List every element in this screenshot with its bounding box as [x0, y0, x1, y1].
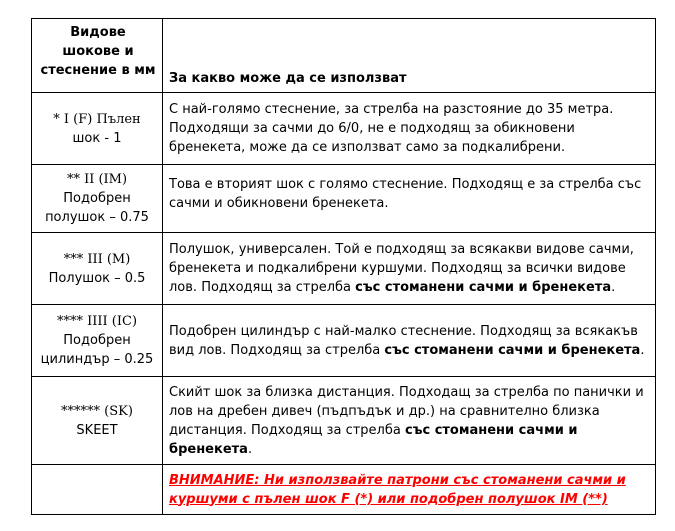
choke-type-cell — [32, 233, 163, 305]
usage-cell — [163, 165, 656, 233]
usage-bold-text: със стоманени сачми и бренекета — [384, 342, 641, 358]
usage-cell — [163, 377, 656, 465]
usage-bold-text: със стоманени сачми и бренекета — [355, 280, 612, 295]
usage-cell — [163, 233, 656, 305]
choke-table — [31, 18, 656, 515]
usage-text: Полушок, универсален. Той е подходящ за всякакви видове сачми, бренекета и подкалибрени куршуми. Подходящ за всички видове лов. Подходящ за стрелба — [169, 242, 634, 295]
choke-code: ** II (IM) — [66, 172, 128, 187]
choke-name: Полушок – 0.5 — [48, 270, 146, 286]
choke-name: шок - 1 — [72, 130, 122, 146]
header-usage: За какво може да се използват — [163, 19, 656, 93]
header-choke-types: Видове шокове и стеснение в мм — [32, 19, 163, 93]
usage-period: . — [611, 280, 616, 295]
choke-code: * I (F) Пълен — [53, 111, 141, 127]
usage-text: Подобрен цилиндър с най-малко стеснение. Подходящ за всякакъв вид лов. Подходящ за стрелба — [169, 323, 638, 358]
table-row — [32, 305, 656, 377]
usage-period: . — [640, 342, 645, 358]
warning-text: ВНИМАНИЕ: Ни използвайте патрони със стоманени сачми и куршуми с пълен шок F (*) или подобрен полушок IM (**) — [163, 465, 656, 515]
choke-code: ****** (SK) — [61, 403, 133, 419]
empty-cell — [32, 465, 163, 515]
usage-cell — [163, 93, 656, 165]
choke-code: **** IIII (IC) — [56, 314, 138, 329]
table-row — [32, 377, 656, 465]
warning-row — [32, 465, 656, 515]
choke-name: Подобрен полушок – 0.75 — [45, 191, 149, 225]
usage-period: . — [247, 441, 253, 457]
choke-name: SKEET — [76, 422, 118, 438]
usage-text: Скийт шок за близка дистанция. Подходащ за стрелба по панички и лов на дребен дивеч (пъдпъдък и др.) на сравнително близка дистанция. Подходящ за стрелба — [169, 384, 644, 438]
table-row — [32, 165, 656, 233]
choke-name: Подобрен цилиндър – 0.25 — [40, 333, 154, 367]
table-row — [32, 93, 656, 165]
usage-cell — [163, 305, 656, 377]
table-row — [32, 233, 656, 305]
choke-type-cell — [32, 305, 163, 377]
usage-bold-text: със стоманени сачми и бренекета — [169, 422, 578, 457]
choke-type-cell — [32, 377, 163, 465]
table-header-row — [32, 19, 656, 93]
choke-code: *** III (M) — [63, 251, 131, 267]
choke-type-cell — [32, 165, 163, 233]
usage-text: Това е вторият шок с голямо стеснение. Подходящ е за стрелба със сачми и обикновени бренекета. — [169, 177, 642, 211]
choke-type-cell — [32, 93, 163, 165]
usage-text: С най-голямо стеснение, за стрелба на разстояние до 35 метра. Подходящи за сачми до 6/0, не е подходящ за обикновени бренекета, може да се използват само за подкалибрени. — [169, 102, 614, 155]
